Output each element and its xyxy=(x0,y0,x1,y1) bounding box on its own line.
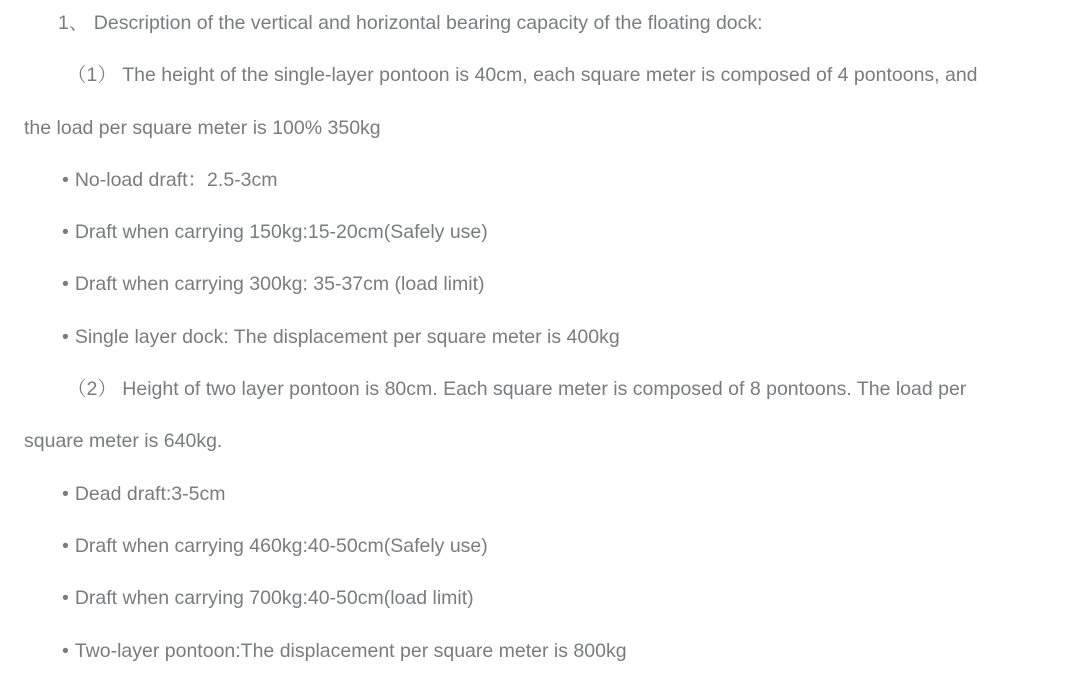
list-item xyxy=(0,311,1065,363)
list-item xyxy=(0,625,1065,677)
list-item-text: Two-layer pontoon:The displacement per square meter is 800kg xyxy=(74,639,627,662)
list-item-text: No-load draft：2.5-3cm xyxy=(74,168,278,191)
bullet-icon: • xyxy=(62,221,69,244)
list-item xyxy=(0,468,1065,520)
section1-intro-line2: the load per square meter is 100% 350kg xyxy=(24,116,381,139)
bullet-icon: • xyxy=(62,273,69,296)
list-item xyxy=(0,206,1065,258)
list-item xyxy=(0,154,1065,206)
list-item xyxy=(0,258,1065,310)
section1-intro-line1: （1） The height of the single-layer pontoon is 40cm, each square meter is composed of 4 pontoons, and xyxy=(67,64,978,87)
list-item xyxy=(0,520,1065,572)
list-item-text: Draft when carrying 300kg: 35-37cm (load limit) xyxy=(74,273,485,296)
bullet-icon: • xyxy=(62,587,69,610)
list-item-text: Draft when carrying 700kg:40-50cm(load limit) xyxy=(74,587,474,610)
section2-intro-line1: （2） Height of two layer pontoon is 80cm. Each square meter is composed of 8 pontoons. The load per xyxy=(67,378,967,401)
list-item xyxy=(0,572,1065,624)
bullet-icon: • xyxy=(62,168,69,191)
bullet-icon: • xyxy=(62,639,69,662)
list-item-text: Draft when carrying 150kg:15-20cm(Safely use) xyxy=(74,221,488,244)
bullet-icon: • xyxy=(62,482,69,505)
list-item-text: Dead draft:3-5cm xyxy=(74,482,226,505)
list-item-text: Draft when carrying 460kg:40-50cm(Safely use) xyxy=(74,534,488,557)
section2-intro-line2: square meter is 640kg. xyxy=(24,430,223,453)
section-heading: 1、 Description of the vertical and horizontal bearing capacity of the floating dock: xyxy=(58,12,763,34)
bullet-icon: • xyxy=(62,325,69,348)
bullet-icon: • xyxy=(62,534,69,557)
list-item-text: Single layer dock: The displacement per square meter is 400kg xyxy=(74,325,620,348)
